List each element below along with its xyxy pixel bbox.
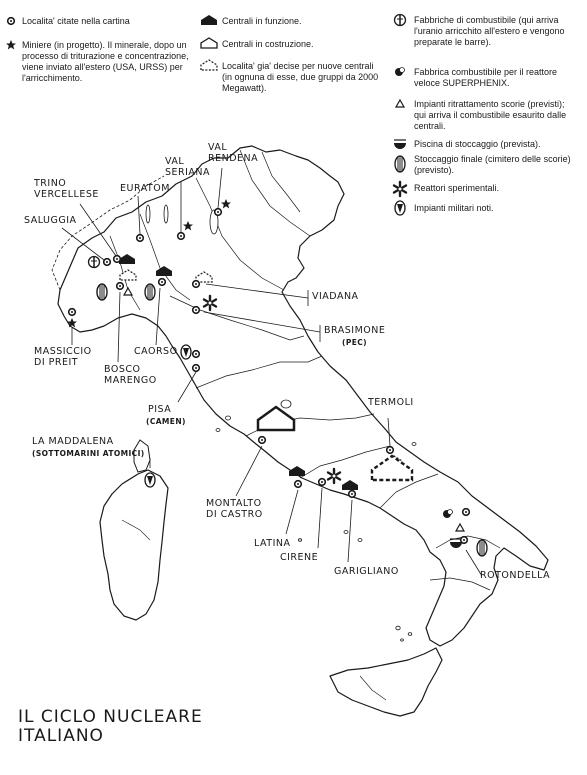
- rotondella-marker: [463, 509, 470, 516]
- trino-marker: [114, 256, 121, 263]
- label-pisa-sub: (CAMEN): [146, 417, 186, 426]
- label-brasimone: BRASIMONE: [324, 325, 386, 336]
- cirene-marker: [319, 479, 326, 486]
- pisa-marker: [193, 351, 200, 358]
- caorso-marker: [159, 279, 166, 286]
- legend-storage-pool: Piscina di stoccaggio (prevista).: [414, 139, 541, 149]
- sardinia-outline: [100, 470, 168, 620]
- lake-trasimeno: [281, 400, 291, 408]
- legend-cited-places: Localita' citate nella cartina: [22, 16, 130, 26]
- label-euratom: EURATOM: [120, 183, 170, 194]
- val-seriana-marker: [178, 233, 185, 240]
- label-maddalena-sub: (SOTTOMARINI ATOMICI): [32, 449, 145, 458]
- map-title-line1: IL CICLO NUCLEARE: [18, 707, 203, 727]
- legend-star-icon: [6, 40, 16, 50]
- lake-como: [164, 205, 168, 223]
- map-title: [18, 708, 258, 746]
- label-massiccio: MASSICCIO DI PREIT: [34, 346, 92, 368]
- label-maddalena: LA MADDALENA: [32, 436, 114, 447]
- label-rotondella: ROTONDELLA: [480, 570, 551, 581]
- maddalena-military-icon: [145, 473, 155, 487]
- brasimone-marker: [193, 307, 200, 314]
- caorso-storage-icon: [145, 284, 155, 300]
- legend-plants-construction: Centrali in costruzione.: [222, 39, 314, 49]
- legend-military-icon: [395, 201, 405, 215]
- label-viadana: VIADANA: [312, 291, 359, 302]
- lake-maggiore: [146, 205, 150, 223]
- label-brasimone-sub: (PEC): [342, 338, 367, 347]
- bosco-marker: [117, 283, 124, 290]
- label-bosco: BOSCO MARENGO: [104, 364, 157, 386]
- label-saluggia: SALUGGIA: [24, 215, 77, 226]
- legend-final-storage: Stoccaggio finale (cimitero delle scorie) (previsto).: [414, 154, 571, 175]
- label-trino: TRINO VERCELLESE: [34, 178, 99, 200]
- legend-plants-operating: Centrali in funzione.: [222, 16, 302, 26]
- massiccio-marker: [69, 309, 76, 316]
- map-title-line2: ITALIANO: [18, 726, 104, 746]
- label-montalto: MONTALTO DI CASTRO: [206, 498, 263, 520]
- label-latina: LATINA: [254, 538, 291, 549]
- legend-reactor-icon: [394, 182, 406, 196]
- termoli-marker: [387, 447, 394, 454]
- label-garigliano: GARIGLIANO: [334, 566, 399, 577]
- pisa-military-icon: [181, 345, 191, 359]
- saluggia-marker: [104, 259, 111, 266]
- label-termoli: TERMOLI: [368, 397, 414, 408]
- rotondella-marker-2: [461, 537, 468, 544]
- bosco-storage-icon-2: [97, 284, 107, 300]
- latina-marker: [295, 481, 302, 488]
- legend-place-icon: [8, 18, 15, 25]
- rotondella-storage-icon: [477, 540, 487, 556]
- pisa-camen-marker: [193, 365, 200, 372]
- legend-experimental-reactors: Reattori sperimentali.: [414, 183, 500, 193]
- label-pisa: PISA: [148, 404, 172, 415]
- garigliano-marker: [349, 491, 356, 498]
- legend-plants-decided: Localita' gia' decise per nuove centrali (in ognuna di esse, due gruppi da 2000 Megawatt).: [222, 61, 379, 93]
- viadana-marker: [193, 281, 200, 288]
- legend-house-dashed-icon: [201, 60, 217, 70]
- legend-storage-icon: [395, 156, 405, 172]
- sicily-outline: [330, 648, 442, 716]
- legend-superphenix-icon: [395, 68, 405, 77]
- val-rendena-marker: [215, 209, 222, 216]
- legend-fuel-icon: [395, 15, 406, 26]
- legend-superphenix-fuel: Fabbrica combustibile per il reattore veloce SUPERPHENIX.: [414, 67, 558, 88]
- label-caorso: CAORSO: [134, 346, 178, 357]
- legend-pool-icon: [394, 140, 406, 149]
- legend-house-open-icon: [201, 38, 217, 48]
- legend-reprocessing-icon: [396, 100, 404, 107]
- montalto-marker: [259, 437, 266, 444]
- euratom-marker: [137, 235, 144, 242]
- legend-mines: Miniere (in progetto). Il minerale, dopo un processo di triturazione e concentrazione, viene inviato all'estero (USA, URSS) per l'arricchimento.: [22, 40, 189, 83]
- label-cirene: CIRENE: [280, 552, 319, 563]
- legend-fuel-factories: Fabbriche di combustibile (qui arriva l'uranio arricchito all'estero e vengono preparate le barre).: [414, 15, 565, 47]
- saluggia-fuel-icon: [89, 257, 100, 268]
- legend-house-solid-icon: [201, 15, 217, 25]
- legend-reprocessing: Impianti ritrattamento scorie (previsti); qui arriva il combustibile esaurito dalle centrali.: [414, 99, 567, 131]
- label-val-rendena: VAL RENDENA: [208, 142, 259, 164]
- legend-military: Impianti militari noti.: [414, 203, 494, 213]
- label-val-seriana: VAL SERIANA: [165, 156, 211, 178]
